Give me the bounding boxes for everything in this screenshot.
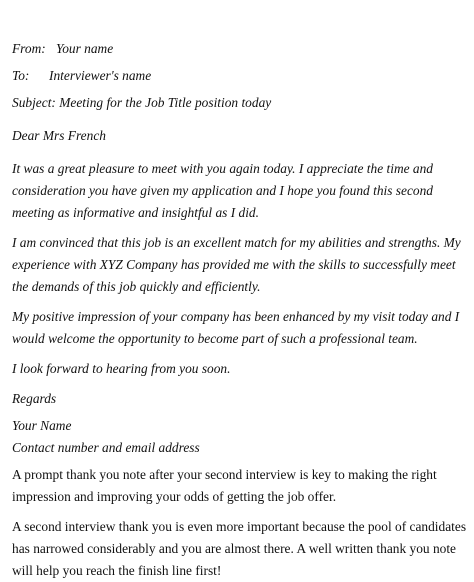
- advice-note: A prompt thank you note after your second interview is key to making the right impression and improving your odds of getting the job offer.: [12, 467, 437, 504]
- letter-paragraph: My positive impression of your company has been enhanced by my visit today and I would welcome the opportunity to become part of such a professional team.: [12, 309, 460, 346]
- to-label: To:: [12, 68, 30, 83]
- to-value: Interviewer's name: [49, 68, 152, 83]
- signature-contact: Contact number and email address: [12, 440, 200, 455]
- from-label: From:: [12, 41, 46, 56]
- signature-name: Your Name: [12, 418, 72, 433]
- from-line: [12, 38, 467, 65]
- to-line: [12, 65, 467, 92]
- letter-paragraph: I am convinced that this job is an excellent match for my abilities and strengths. My experience with XYZ Company has provided me with the skills to successfully meet the demands of this job quickly and efficiently.: [12, 235, 461, 294]
- letter-paragraph: I look forward to hearing from you soon.: [12, 361, 231, 376]
- advice-note: A second interview thank you is even more important because the pool of candidates has narrowed considerably and you are almost there. A well written thank you note will help you reach the finish line first!: [12, 519, 467, 578]
- closing: Regards: [12, 391, 57, 406]
- subject-line: Subject: Meeting for the Job Title position today: [12, 95, 272, 110]
- letter-document: [12, 38, 467, 582]
- from-value: Your name: [56, 41, 114, 56]
- letter-paragraph: It was a great pleasure to meet with you again today. I appreciate the time and consideration you have given my application and I hope you found this second meeting as informative and insightful as I did.: [12, 161, 433, 220]
- salutation: Dear Mrs French: [12, 128, 106, 143]
